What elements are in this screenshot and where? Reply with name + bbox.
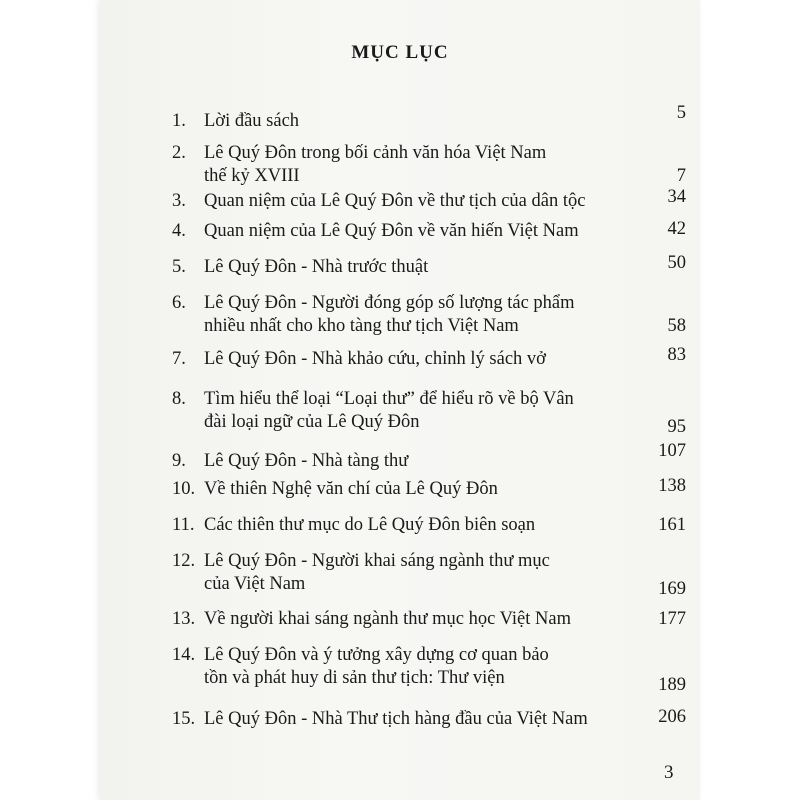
entry-page: 83 (667, 345, 686, 365)
entry-line-2: nhiều nhất cho kho tàng thư tịch Việt Nam (204, 316, 519, 336)
entry-line-1: Lê Quý Đôn - Nhà Thư tịch hàng đầu của Việt Nam (204, 709, 588, 729)
entry-line-1: Lê Quý Đôn trong bối cảnh văn hóa Việt Nam (204, 143, 547, 163)
entry-title (204, 450, 624, 473)
entry-title (204, 388, 624, 434)
entry-title (204, 514, 624, 537)
entry-page: 206 (658, 707, 686, 727)
entry-page: 50 (667, 253, 686, 273)
entry-number: 15. (172, 709, 196, 729)
entry-line-2: của Việt Nam (204, 574, 306, 594)
entry-number: 10. (172, 479, 196, 499)
entry-line-1: Lê Quý Đôn - Nhà khảo cứu, chỉnh lý sách vở (204, 349, 546, 369)
entry-page: 42 (667, 219, 686, 239)
entry-number: 11. (172, 515, 195, 535)
entry-line-1: Các thiên thư mục do Lê Quý Đôn biên soạn (204, 515, 536, 535)
entry-line-1: Tìm hiểu thể loại “Loại thư” để hiểu rõ về bộ Vân (204, 389, 574, 409)
entry-line-2: đài loại ngữ của Lê Quý Đôn (204, 412, 420, 432)
entry-number: 1. (172, 111, 186, 131)
entry-page: 169 (658, 579, 686, 599)
entry-number: 12. (172, 551, 196, 571)
entry-line-1: Lê Quý Đôn - Người đóng góp số lượng tác phẩm (204, 293, 575, 313)
entry-number: 4. (172, 221, 186, 241)
entry-page: 189 (658, 675, 686, 695)
entry-number: 6. (172, 293, 186, 313)
entry-title (204, 142, 624, 188)
entry-page: 5 (676, 103, 686, 123)
entry-line-2: tồn và phát huy di sản thư tịch: Thư viện (204, 668, 505, 688)
entry-line-1: Quan niệm của Lê Quý Đôn về thư tịch của dân tộc (204, 191, 586, 211)
entry-line-1: Lê Quý Đôn - Nhà trước thuật (204, 257, 429, 277)
entry-page: 34 (667, 187, 686, 207)
entry-title (204, 292, 624, 338)
entry-title (204, 256, 624, 279)
entry-page: 177 (658, 609, 686, 629)
entry-number: 7. (172, 349, 186, 369)
entry-title (204, 478, 624, 501)
entry-title (204, 644, 624, 690)
entry-number: 2. (172, 143, 186, 163)
entry-page: 95 (667, 417, 686, 437)
entry-page: 161 (658, 515, 686, 535)
entry-number: 3. (172, 191, 186, 211)
page-title: MỤC LỤC (351, 42, 449, 63)
entry-number: 13. (172, 609, 196, 629)
entry-number: 9. (172, 451, 186, 471)
entry-title (204, 110, 624, 133)
entry-title (204, 220, 624, 243)
entry-line-2: thế kỷ XVIII (204, 166, 300, 186)
entry-title (204, 608, 624, 631)
entry-line-1: Về thiên Nghệ văn chí của Lê Quý Đôn (204, 479, 498, 499)
entry-line-1: Về người khai sáng ngành thư mục học Việt Nam (204, 609, 571, 629)
page-number: 3 (664, 762, 674, 783)
entry-line-1: Lê Quý Đôn và ý tưởng xây dựng cơ quan bảo (204, 645, 549, 665)
entry-line-1: Quan niệm của Lê Quý Đôn về văn hiến Việt Nam (204, 221, 579, 241)
entry-page: 138 (658, 476, 686, 496)
entry-line-1: Lê Quý Đôn - Nhà tàng thư (204, 451, 409, 471)
entry-title (204, 190, 624, 213)
entry-page: 7 (676, 166, 686, 186)
entry-number: 5. (172, 257, 186, 277)
entry-line-1: Lê Quý Đôn - Người khai sáng ngành thư mục (204, 551, 550, 571)
entry-line-1: Lời đầu sách (204, 111, 300, 131)
entry-title (204, 708, 624, 731)
entry-title (204, 348, 624, 371)
entry-number: 8. (172, 389, 186, 409)
entry-page: 107 (658, 441, 686, 461)
entry-title (204, 550, 624, 596)
entry-number: 14. (172, 645, 196, 665)
entry-page: 58 (667, 316, 686, 336)
